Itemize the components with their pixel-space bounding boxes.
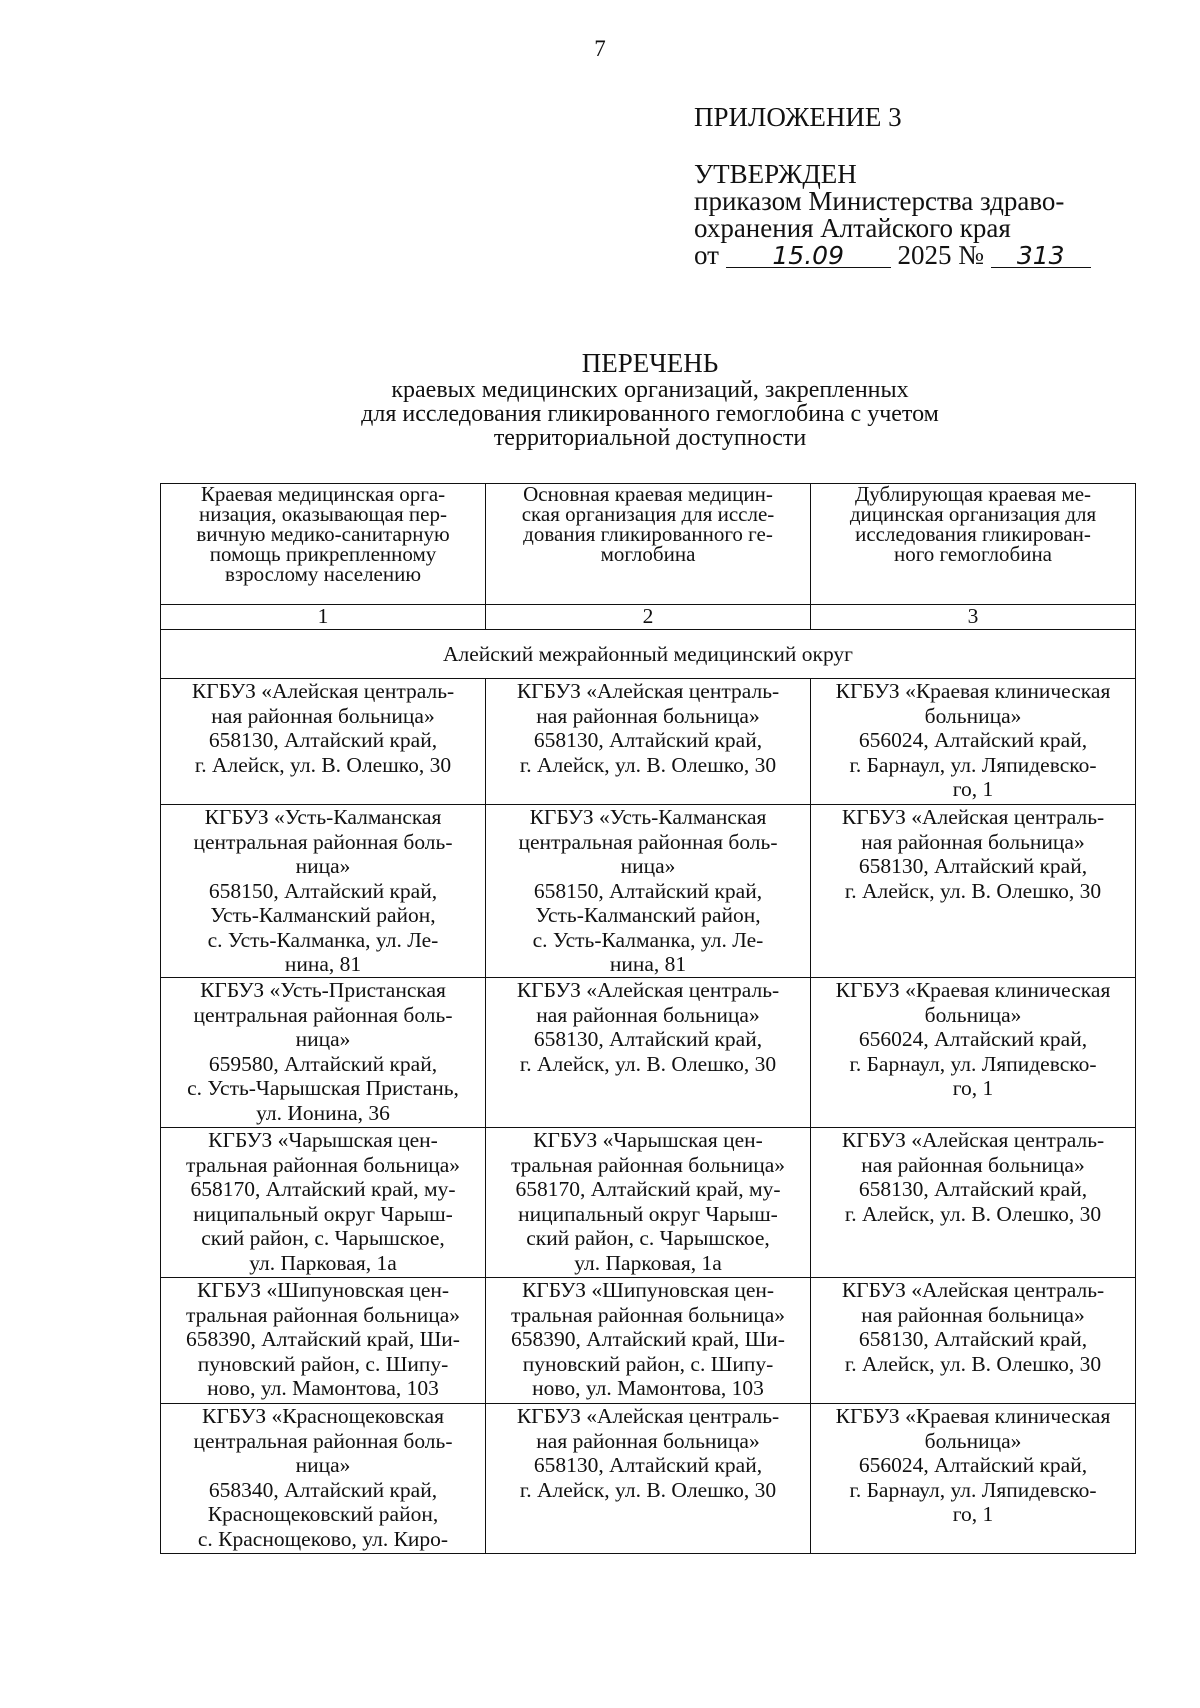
table-cell: КГБУЗ «Усть-Калманская центральная районная боль- ница» 658150, Алтайский край, Усть-Калманский район, с. Усть-Калманка, ул. Ле- нина, 81	[161, 805, 486, 978]
approval-block	[694, 104, 1174, 269]
table-cell: КГБУЗ «Шипуновская цен- тральная районная больница» 658390, Алтайский край, Ши- пуновский район, с. Шипу- ново, ул. Мамонтова, 103	[486, 1278, 811, 1404]
column-number-2: 2	[486, 605, 811, 630]
table-cell: КГБУЗ «Шипуновская цен- тральная районная больница» 658390, Алтайский край, Ши- пуновский район, с. Шипу- ново, ул. Мамонтова, 103	[161, 1278, 486, 1404]
table-row	[161, 679, 1136, 805]
order-date-handwritten: 15.09	[726, 245, 891, 268]
document-title: ПЕРЕЧЕНЬ	[581, 348, 719, 378]
table-row	[161, 1128, 1136, 1278]
table-row	[161, 1404, 1136, 1554]
document-subtitle-line-2: для исследования гликированного гемоглобина с учетом	[361, 401, 939, 427]
district-name: Алейский межрайонный медицинский округ	[161, 630, 1136, 679]
header-col-1: Краевая медицинская орга- низация, оказывающая пер- вичную медико-санитарную помощь прикрепленному взрослому населению	[161, 484, 486, 605]
table-cell: КГБУЗ «Алейская централь- ная районная больница» 658130, Алтайский край, г. Алейск, ул. В. Олешко, 30	[486, 978, 811, 1128]
table-row	[161, 805, 1136, 978]
column-number-3: 3	[811, 605, 1136, 630]
table-cell: КГБУЗ «Краевая клиническая больница» 656024, Алтайский край, г. Барнаул, ул. Ляпидевско- го, 1	[811, 1404, 1136, 1554]
table-cell: КГБУЗ «Алейская централь- ная районная больница» 658130, Алтайский край, г. Алейск, ул. В. Олешко, 30	[161, 679, 486, 805]
document-subtitle-line-3: территориальной доступности	[493, 425, 807, 451]
table-cell: КГБУЗ «Краевая клиническая больница» 656024, Алтайский край, г. Барнаул, ул. Ляпидевско- го, 1	[811, 679, 1136, 805]
table-header-row	[161, 484, 1136, 605]
approved-label: УТВЕРЖДЕН	[694, 159, 857, 189]
table-row	[161, 978, 1136, 1128]
order-line-2: охранения Алтайского края	[694, 213, 1011, 243]
order-year: 2025 №	[897, 240, 984, 270]
column-number-row	[161, 605, 1136, 630]
column-number-1: 1	[161, 605, 486, 630]
table-cell: КГБУЗ «Чарышская цен- тральная районная больница» 658170, Алтайский край, му- ниципальный округ Чарыш- ский район, с. Чарышское, ул. Парковая, 1а	[486, 1128, 811, 1278]
district-row	[161, 630, 1136, 679]
table-cell: КГБУЗ «Усть-Калманская центральная районная боль- ница» 658150, Алтайский край, Усть-Калманский район, с. Усть-Калманка, ул. Ле- нина, 81	[486, 805, 811, 978]
table-cell: КГБУЗ «Алейская централь- ная районная больница» 658130, Алтайский край, г. Алейск, ул. В. Олешко, 30	[811, 1128, 1136, 1278]
header-col-3: Дублирующая краевая ме- дицинская организация для исследования гликирован- ного гемоглобина	[811, 484, 1136, 605]
header-col-2: Основная краевая медицин- ская организация для иссле- дования гликированного ге- моглобина	[486, 484, 811, 605]
organizations-table	[160, 483, 1136, 1554]
appendix-title: ПРИЛОЖЕНИЕ 3	[694, 102, 902, 132]
order-number-handwritten: 313	[991, 245, 1091, 268]
table-cell: КГБУЗ «Краевая клиническая больница» 656024, Алтайский край, г. Барнаул, ул. Ляпидевско- го, 1	[811, 978, 1136, 1128]
date-prefix: от	[694, 240, 719, 270]
table-row	[161, 1278, 1136, 1404]
table-cell: КГБУЗ «Алейская централь- ная районная больница» 658130, Алтайский край, г. Алейск, ул. В. Олешко, 30	[486, 679, 811, 805]
table-cell: КГБУЗ «Усть-Пристанская центральная районная боль- ница» 659580, Алтайский край, с. Усть-Чарышская Пристань, ул. Ионина, 36	[161, 978, 486, 1128]
order-date-line	[694, 242, 1174, 269]
table-cell: КГБУЗ «Алейская централь- ная районная больница» 658130, Алтайский край, г. Алейск, ул. В. Олешко, 30	[811, 1278, 1136, 1404]
document-subtitle-line-1: краевых медицинских организаций, закрепленных	[391, 377, 909, 403]
order-line-1: приказом Министерства здраво-	[694, 186, 1065, 216]
table-cell: КГБУЗ «Алейская централь- ная районная больница» 658130, Алтайский край, г. Алейск, ул. В. Олешко, 30	[486, 1404, 811, 1554]
table-cell: КГБУЗ «Алейская централь- ная районная больница» 658130, Алтайский край, г. Алейск, ул. В. Олешко, 30	[811, 805, 1136, 978]
table-cell: КГБУЗ «Чарышская цен- тральная районная больница» 658170, Алтайский край, му- ниципальный округ Чарыш- ский район, с. Чарышское, ул. Парковая, 1а	[161, 1128, 486, 1278]
document-heading	[160, 348, 1140, 450]
table-cell: КГБУЗ «Краснощековская центральная районная боль- ница» 658340, Алтайский край, Краснощековский район, с. Краснощеково, ул. Киро-	[161, 1404, 486, 1554]
page-number: 7	[594, 36, 606, 61]
